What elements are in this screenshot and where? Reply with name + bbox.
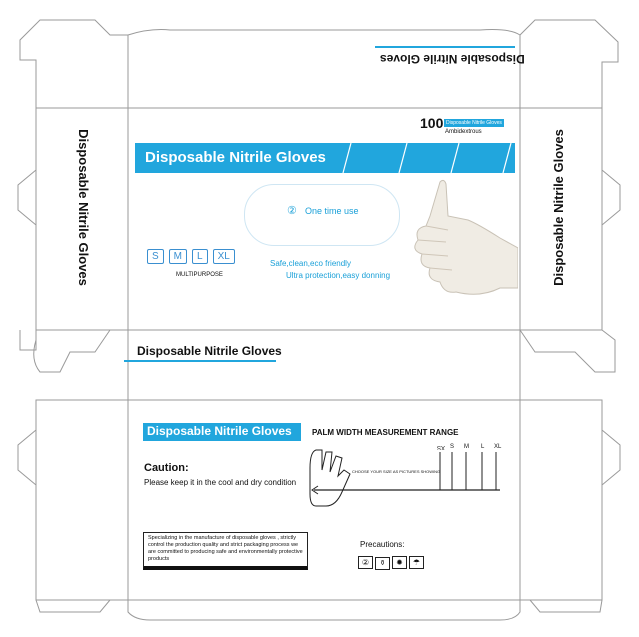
back-banner xyxy=(143,423,301,441)
front-count-badge: Disposable Nitrile Gloves xyxy=(446,120,502,126)
front-banner xyxy=(135,143,515,173)
middle-flap-accent-line xyxy=(124,360,276,362)
measure-size-xl: XL xyxy=(494,444,502,450)
company-statement-box xyxy=(143,532,308,570)
size-xl: XL xyxy=(213,249,235,264)
top-flap-accent-line xyxy=(375,46,515,48)
back-banner-text: Disposable Nitrile Gloves xyxy=(147,424,292,438)
side-left-title: Disposable Nitrile Gloves xyxy=(75,129,91,286)
front-banner-text: Disposable Nitrile Gloves xyxy=(145,149,326,166)
front-ambidextrous: Ambidextrous xyxy=(445,129,482,135)
one-time-text: One time use xyxy=(305,206,359,216)
choose-size-text: CHOOSE YOUR SIZE AS PICTURES SHOWING xyxy=(352,469,441,474)
features-line-1: Safe,clean,eco friendly xyxy=(270,259,351,268)
size-s: S xyxy=(147,249,164,264)
size-m: M xyxy=(169,249,187,264)
one-time-symbol: ② xyxy=(287,205,297,217)
measure-size-m: M xyxy=(464,444,469,450)
measure-size-s: S xyxy=(450,444,455,450)
measure-size-l: L xyxy=(481,444,485,450)
size-l: L xyxy=(192,249,208,264)
precaution-icons xyxy=(358,552,424,570)
umbrella-keep-dry-icon: ☂ xyxy=(409,556,424,569)
company-statement-text: Specializing in the manufacture of disposable gloves , strictly control the production quality and strict packaging process we are committed to producing safe and environmentally protective products xyxy=(148,535,303,562)
sun-protect-icon: ✹ xyxy=(392,556,407,569)
features-line-2: Ultra protection,easy donning xyxy=(286,271,391,280)
side-right-title: Disposable Nitrile Gloves xyxy=(550,129,566,286)
measure-title: PALM WIDTH MEASUREMENT RANGE xyxy=(312,428,459,437)
single-use-icon: ② xyxy=(358,556,373,569)
precautions-label: Precautions: xyxy=(360,540,405,549)
one-time-use-pill xyxy=(244,184,400,246)
middle-flap-title: Disposable Nitrile Gloves xyxy=(137,344,282,358)
banner-slash-decor xyxy=(335,143,515,173)
caution-text: Please keep it in the cool and dry condition xyxy=(144,478,297,487)
measure-size-xs: XS xyxy=(437,444,446,450)
top-flap-title: Disposable Nitrile Gloves xyxy=(380,52,525,66)
glove-thumbs-up-illustration xyxy=(400,176,518,298)
glass-fragile-icon: ⚱ xyxy=(375,557,390,570)
size-options xyxy=(147,246,240,264)
multipurpose-label: MULTIPURPOSE xyxy=(176,272,223,278)
front-count: 100 xyxy=(420,115,444,131)
palm-measure-diagram xyxy=(296,446,511,516)
caution-title: Caution: xyxy=(144,462,189,474)
